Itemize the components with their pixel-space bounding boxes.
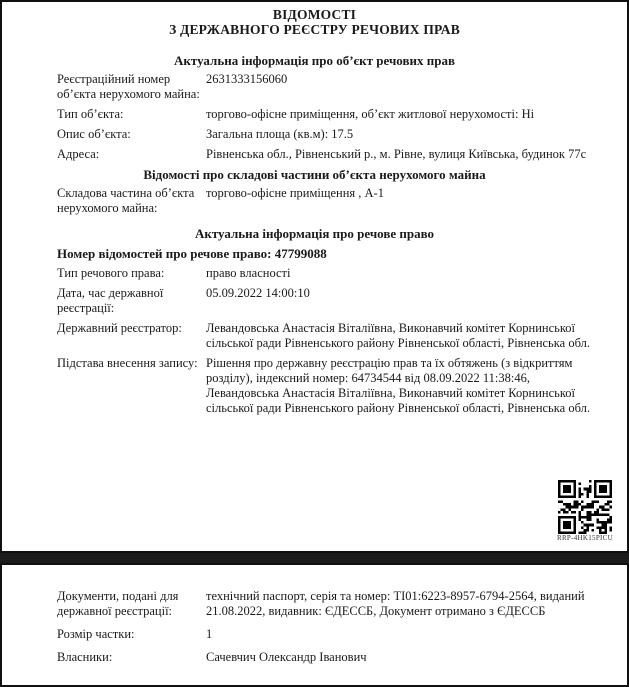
field-value: технічний паспорт, серія та номер: ТІ01:6223-8957-6794-2564, виданий 21.08.2022, видавник: ЄДЕССБ, Документ отримано з ЄДЕССБ (206, 589, 585, 618)
field-value: право власності (206, 266, 291, 280)
field-row-component-part (2, 186, 627, 216)
field-row-object-description (2, 127, 627, 142)
field-label: Адреса: (57, 147, 100, 161)
field-label: Розмір частки: (57, 627, 135, 641)
field-row-entry-basis (2, 356, 627, 416)
field-value: Сачевчич Олександр Іванович (206, 650, 367, 664)
field-row-right-type (2, 266, 627, 281)
field-label: Документи, подані для державної реєстрації: (57, 589, 179, 618)
field-row-object-type (2, 107, 627, 122)
field-label: Складова частина об’єкта нерухомого майна: (57, 186, 195, 215)
field-row-state-registrar (2, 321, 627, 351)
field-label: Підстава внесення запису: (57, 356, 198, 370)
field-value: Загальна площа (кв.м): 17.5 (206, 127, 354, 141)
field-value: Рівненська обл., Рівненський р., м. Рівне, вулиця Київська, будинок 77с (206, 147, 587, 161)
field-row-submitted-documents (2, 589, 627, 619)
page-separator (0, 553, 629, 563)
field-value: 2631333156060 (206, 72, 288, 86)
field-label: Власники: (57, 650, 113, 664)
title-line-2: З ДЕРЖАВНОГО РЕЄСТРУ РЕЧОВИХ ПРАВ (169, 22, 460, 37)
title-line-1: ВІДОМОСТІ (272, 7, 357, 22)
field-label: Реєстраційний номер об’єкта нерухомого майна: (57, 72, 200, 101)
section-heading-object-info: Актуальна інформація про об’єкт речових прав (174, 53, 455, 68)
field-row-owners (2, 650, 627, 665)
section-heading-component-parts: Відомості про складові частини об’єкта нерухомого майна (143, 167, 486, 182)
field-value: Рішення про державну реєстрацію прав та їх обтяжень (з відкриттям розділу), індексний номер: 64734544 від 08.09.2022 11:38:46, Левандовська Анастасія Віталіївна, Виконавчий комітет Корнинської сільської ради Рівненського району Рівненської області, Рівненська обл. (206, 356, 590, 415)
document-title (2, 7, 627, 37)
field-value: 1 (206, 627, 213, 641)
page-panel-2 (0, 563, 629, 687)
field-label: Дата, час державної реєстрації: (57, 286, 164, 315)
qr-code (558, 480, 612, 534)
field-row-address (2, 147, 627, 162)
field-value: Левандовська Анастасія Віталіївна, Виконавчий комітет Корнинської сільської ради Рівненського району Рівненської області, Рівненська обл. (206, 321, 590, 350)
section-heading-property-right: Актуальна інформація про речове право (194, 226, 435, 241)
field-label: Тип об’єкта: (57, 107, 124, 121)
field-value: 05.09.2022 14:00:10 (206, 286, 310, 300)
field-label: Державний реєстратор: (57, 321, 182, 335)
record-number-line: Номер відомостей про речове право: 47799088 (57, 246, 327, 261)
field-label: Опис об’єкта: (57, 127, 131, 141)
field-label: Тип речового права: (57, 266, 165, 280)
field-row-share-size (2, 627, 627, 642)
qr-caption: RRP-4HK15PICU (556, 534, 614, 542)
field-value: торгово-офісне приміщення, об’єкт житлової нерухомості: Ні (206, 107, 535, 121)
qr-block (552, 480, 618, 543)
field-row-registration-number (2, 72, 627, 102)
field-value: торгово-офісне приміщення , А-1 (206, 186, 384, 200)
field-row-registration-datetime (2, 286, 627, 316)
